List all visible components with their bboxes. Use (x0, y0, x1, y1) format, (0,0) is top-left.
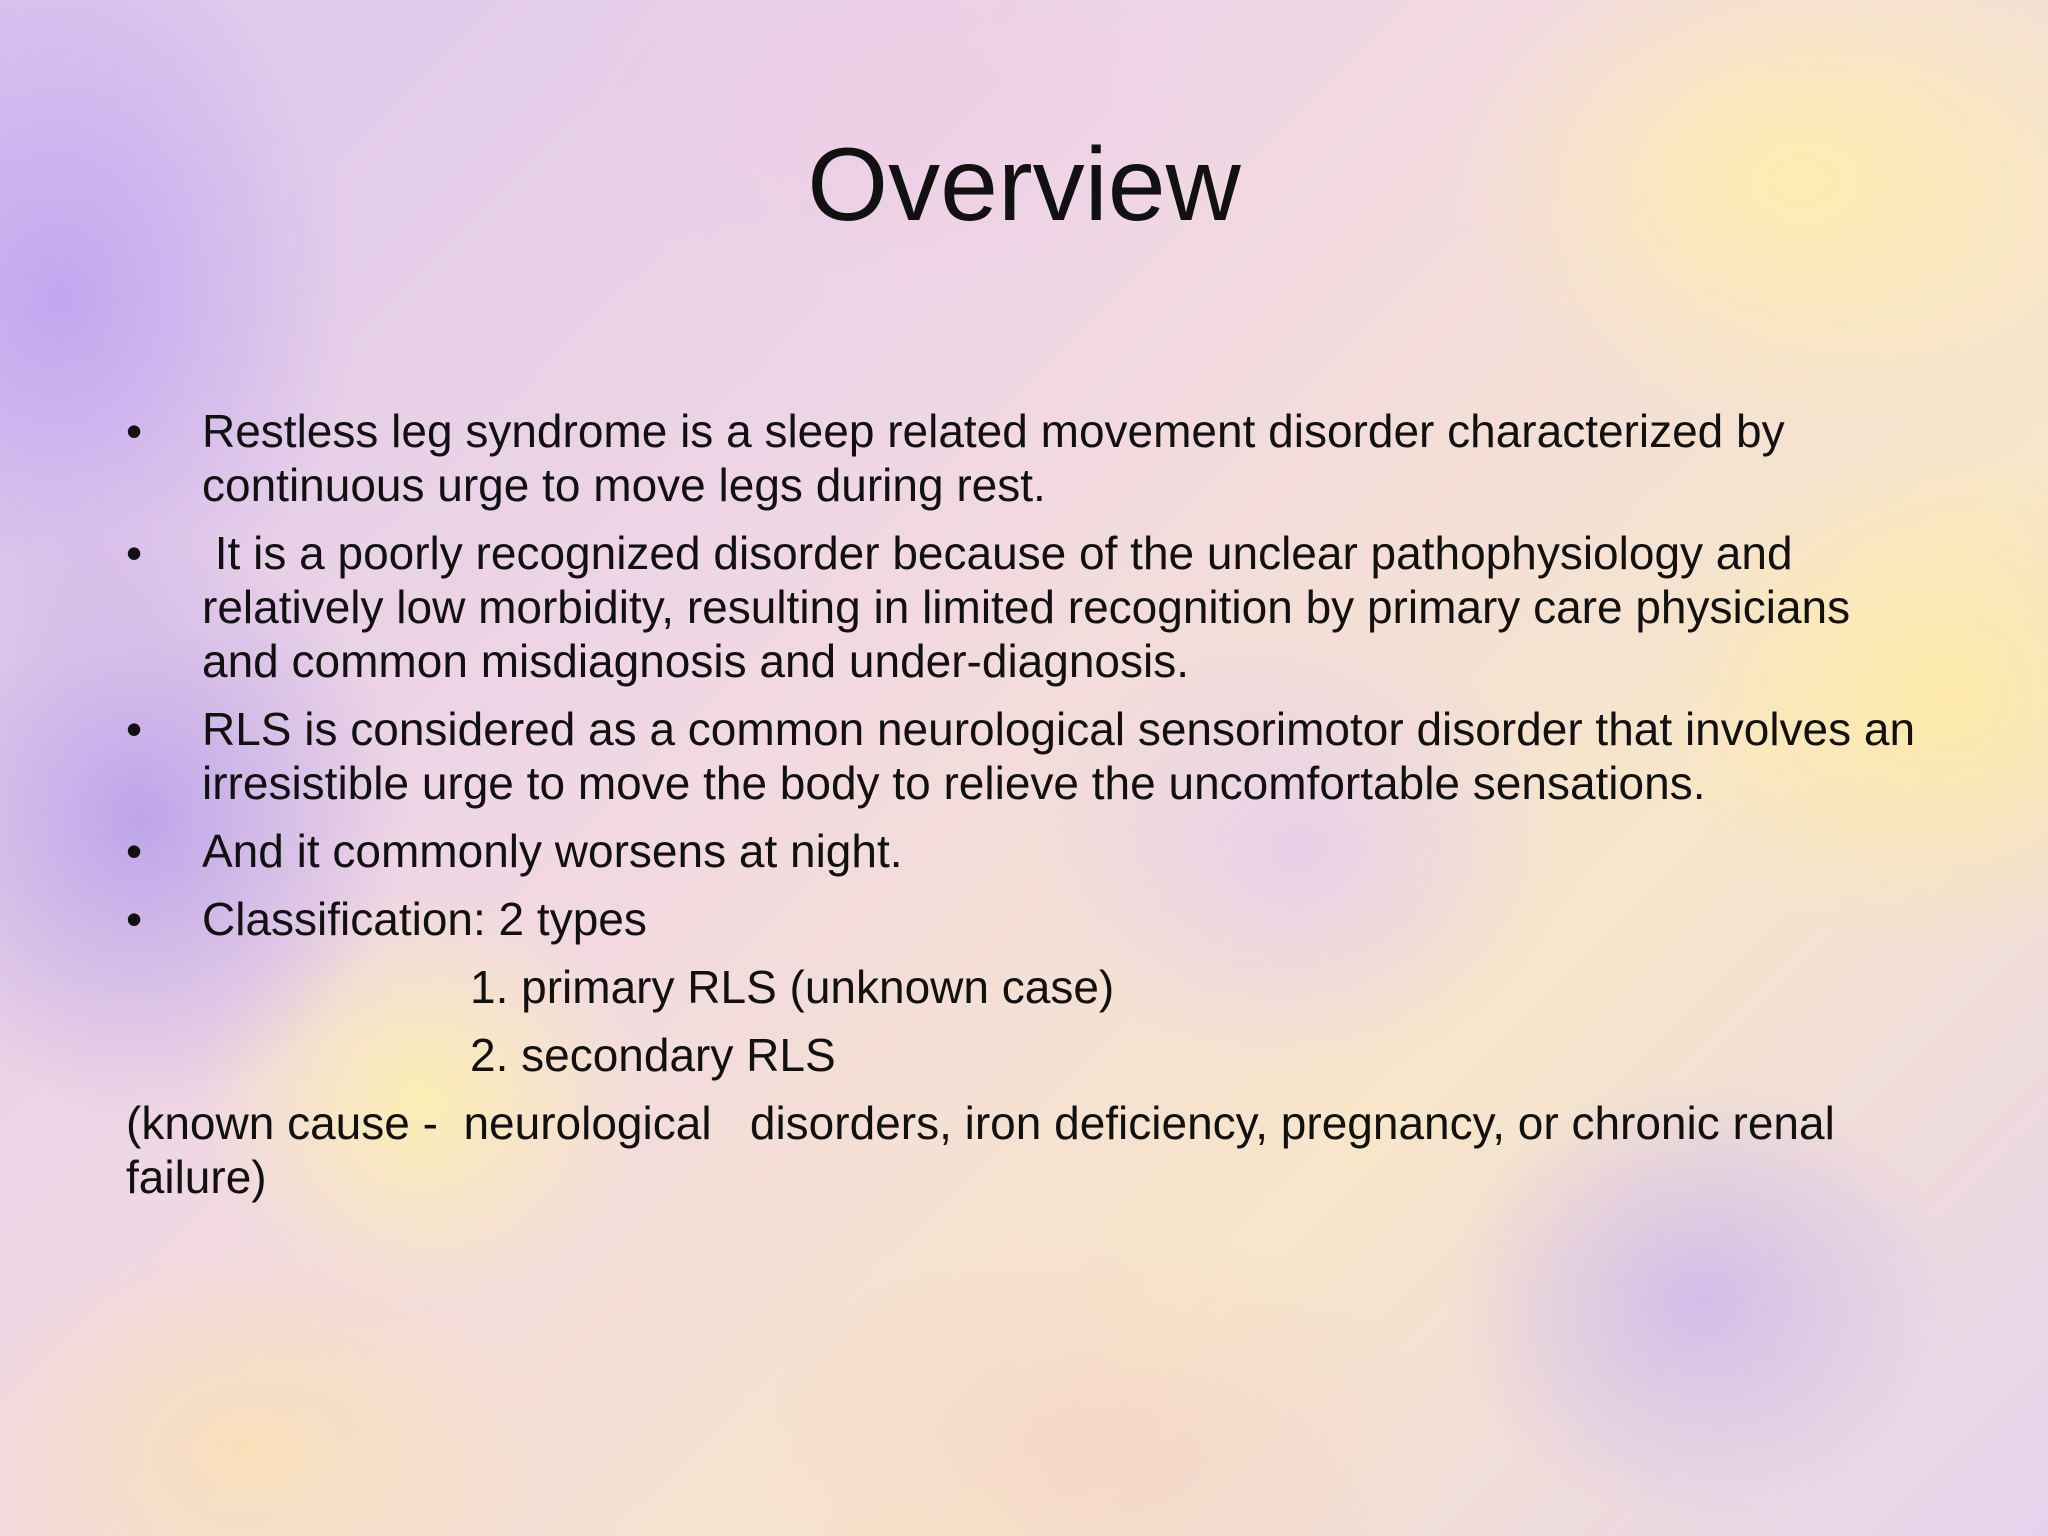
bullet-list (126, 404, 1926, 946)
bullet-text: Restless leg syndrome is a sleep related movement disorder characterized by continuous urge to move legs during rest. (202, 405, 1785, 511)
slide-body (126, 404, 1926, 1204)
bullet-icon: • (126, 527, 143, 579)
bullet-text: RLS is considered as a common neurological sensorimotor disorder that involves an irresistible urge to move the body to relieve the uncomfortable sensations. (202, 703, 1916, 809)
bullet-icon: • (126, 405, 143, 457)
bullet-text: It is a poorly recognized disorder because of the unclear pathophysiology and relatively low morbidity, resulting in limited recognition by primary care physicians and common misdiagnosis and under-diagnosis. (202, 527, 1863, 687)
bullet-item-night (126, 824, 1926, 878)
bullet-text: And it commonly worsens at night. (202, 825, 903, 877)
bullet-item-definition (126, 404, 1926, 512)
bullet-item-classification (126, 892, 1926, 946)
secondary-cause-note: (known cause - neurological disorders, iron deficiency, pregnancy, or chronic renal failure) (126, 1097, 1848, 1203)
bullet-item-sensorimotor (126, 702, 1926, 810)
classification-type-primary: 1. primary RLS (unknown case) (470, 961, 1115, 1013)
bullet-icon: • (126, 703, 143, 755)
classification-type-secondary: 2. secondary RLS (470, 1029, 836, 1081)
bullet-text: Classification: 2 types (202, 893, 647, 945)
bullet-icon: • (126, 825, 143, 877)
slide-title: Overview (807, 127, 1241, 243)
bullet-item-recognition (126, 526, 1926, 688)
bullet-icon: • (126, 893, 143, 945)
